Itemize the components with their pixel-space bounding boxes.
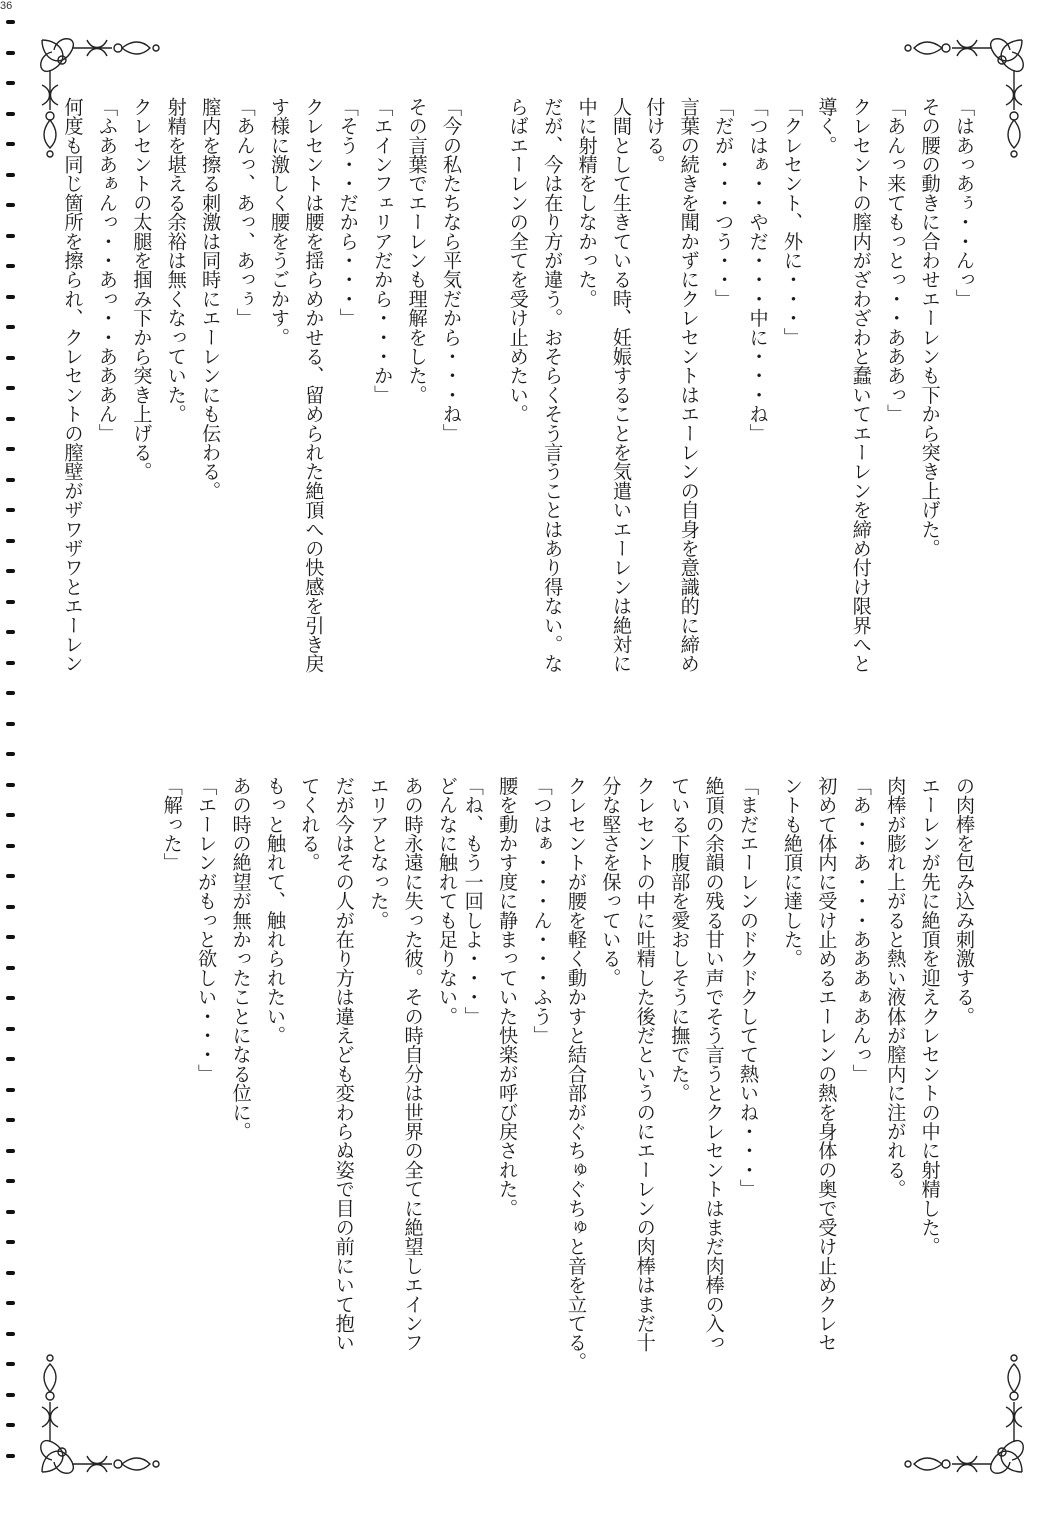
- binding-hole: [6, 813, 15, 817]
- text-line: 言葉の続きを聞かずにクレセントはエーレンの自身を意識的に締め: [677, 97, 701, 673]
- text-line: 「ふああぁんっ・・あっ・・あああん」: [95, 97, 119, 443]
- binding-hole: [6, 447, 15, 451]
- text-line: 「つはぁ・・・ん・・・ふう」: [530, 776, 554, 1045]
- text-line: 射精を堪える余裕は無くなっていた。: [164, 97, 188, 424]
- text-line: 「クレセント、外に・・・」: [780, 97, 804, 347]
- text-line: 「ね、もう一回しよ・・・」: [461, 776, 485, 1026]
- binding-hole: [6, 844, 15, 848]
- binding-hole: [6, 142, 15, 146]
- text-line: 絶頂の余韻の残る甘い声でそう言うとクレセントはまだ肉棒の入っ: [702, 776, 726, 1352]
- text-line: その腰の動きに合わせエーレンも下から突き上げた。: [918, 97, 942, 558]
- text-line: クレセントの太腿を掴み下から突き上げる。: [130, 97, 154, 481]
- text-line: 「あんっ、あっ、あっぅ」: [233, 97, 257, 328]
- binding-hole: [6, 1240, 15, 1244]
- binding-hole: [6, 264, 15, 268]
- binding-hole: [6, 1362, 15, 1366]
- binding-hole: [6, 508, 15, 512]
- binding-hole: [6, 569, 15, 573]
- binding-hole: [6, 691, 15, 695]
- binding-hole: [6, 417, 15, 421]
- binding-hole: [6, 539, 15, 543]
- text-line: 導く。: [815, 97, 839, 155]
- binding-hole: [6, 325, 15, 329]
- text-line: もっと触れて、触れられたい。: [263, 776, 287, 1045]
- text-line: ている下腹部を愛おしそうに撫でた。: [668, 776, 692, 1103]
- text-line: どんなに触れても足りない。: [436, 776, 459, 1026]
- text-line: クレセントの中に吐精した後だというのにエーレンの肉棒はまだ十: [633, 776, 657, 1352]
- text-line: クレセントの膣内がざわざわと蠢いてエーレンを締め付け限界へと: [849, 97, 873, 673]
- text-block-bottom-right: [780, 776, 981, 1416]
- binding-hole: [6, 1088, 15, 1092]
- text-block-bottom-middle: [461, 776, 765, 1416]
- binding-hole: [6, 1057, 15, 1061]
- binding-hole: [6, 661, 15, 665]
- binding-hole: [6, 386, 15, 390]
- text-line: 「そう・・だから・・・」: [336, 97, 360, 328]
- binding-hole: [6, 1423, 15, 1427]
- binding-hole: [6, 1301, 15, 1305]
- text-line: だが、今は在り方が違う。おそらくそう言うことはあり得ない。な: [541, 97, 565, 673]
- text-line: 「今の私たちなら平気だから・・・ね」: [440, 97, 463, 443]
- text-line: あの時の絶望が無かったことになる位に。: [229, 776, 253, 1141]
- text-line: 肉棒が膨れ上がると熱い液体が膣内に注がれる。: [884, 776, 908, 1199]
- text-line: 初めて体内に受け止めるエーレンの熱を身体の奥で受け止めクレセ: [815, 776, 839, 1352]
- binding-hole: [6, 234, 15, 238]
- binding-hole: [6, 1118, 15, 1122]
- text-line: 「はあっあぅ・・んっ」: [953, 97, 976, 309]
- text-line: 「だが・・・つう・・」: [712, 97, 736, 309]
- text-line: 「エインフェリアだから・・・か」: [371, 97, 395, 405]
- binding-hole: [6, 1210, 15, 1214]
- text-line: 分な堅さを保っている。: [599, 776, 623, 988]
- text-line: クレセントが腰を軽く動かすと結合部がぐちゅぐちゅと音を立てる。: [564, 776, 588, 1372]
- text-line: てくれる。: [298, 776, 322, 872]
- text-block-top-left: [61, 97, 468, 737]
- text-block-top-right: [643, 97, 981, 737]
- text-line: 「解った」: [160, 776, 184, 872]
- text-line: 「まだエーレンのドクドクしてて熱いね・・・」: [737, 776, 760, 1199]
- text-line: 付ける。: [643, 97, 667, 174]
- binding-hole: [6, 783, 15, 787]
- binding-hole: [6, 935, 15, 939]
- binding-hole: [6, 1393, 15, 1397]
- binding-hole: [6, 630, 15, 634]
- binding-hole: [6, 295, 15, 299]
- binding-hole: [6, 478, 15, 482]
- text-line: 何度も同じ箇所を擦られ、クレセントの膣壁がザワザワとエーレン: [61, 97, 85, 673]
- binding-hole: [6, 20, 15, 24]
- binding-hole: [6, 600, 15, 604]
- text-line: らばエーレンの全てを受け止めたい。: [506, 97, 530, 424]
- binding-hole: [6, 51, 15, 55]
- binding-hole: [6, 1271, 15, 1275]
- binding-hole: [6, 81, 15, 85]
- binding-hole: [6, 1332, 15, 1336]
- text-line: エーレンが先に絶頂を迎えクレセントの中に射精した。: [918, 776, 942, 1256]
- text-line: ントも絶頂に達した。: [780, 776, 804, 968]
- text-line: の肉棒を包み込み刺激する。: [953, 776, 976, 1026]
- binding-hole: [6, 1027, 15, 1031]
- text-line: す様に激しく腰をうごかす。: [267, 97, 291, 347]
- page-number: 36: [0, 0, 13, 12]
- text-line: 中に射精をしなかった。: [575, 97, 599, 309]
- binding-hole: [6, 112, 15, 116]
- binding-hole: [6, 722, 15, 726]
- text-line: 「エーレンがもっと欲しい・・・」: [195, 776, 219, 1084]
- binding-hole: [6, 966, 15, 970]
- text-line: エリアとなった。: [367, 776, 391, 930]
- text-line: だが今はその人が在り方は違えども変わらぬ姿で目の前にいて抱い: [332, 776, 356, 1352]
- text-block-bottom-left: [84, 776, 464, 1416]
- text-line: 「あんっ来てもっとっ・・あああっ」: [884, 97, 908, 424]
- text-line: 腰を動かす度に静まっていた快楽が呼び戻された。: [496, 776, 520, 1218]
- binding-hole: [6, 874, 15, 878]
- binding-hole: [6, 1149, 15, 1153]
- text-block-top-middle: [483, 97, 638, 737]
- binding-hole: [6, 203, 15, 207]
- text-line: 人間として生きている時、妊娠することを気遣いエーレンは絶対に: [610, 97, 633, 673]
- binding-holes: [4, 20, 18, 1500]
- text-line: あの時永遠に失った彼。その時自分は世界の全てに絶望しエインフ: [401, 776, 425, 1352]
- text-line: クレセントは腰を揺らめかせる、留められた絶頂への快感を引き戻: [302, 97, 326, 673]
- binding-hole: [6, 905, 15, 909]
- text-line: 膣内を擦る刺激は同時にエーレンにも伝わる。: [199, 97, 223, 501]
- text-line: その言葉でエーレンも理解をした。: [405, 97, 429, 405]
- binding-hole: [6, 1454, 15, 1458]
- text-line: 「つはぁ・・やだ・・・中に・・・ね」: [746, 97, 770, 443]
- binding-hole: [6, 996, 15, 1000]
- binding-hole: [6, 356, 15, 360]
- binding-hole: [6, 173, 15, 177]
- binding-hole: [6, 752, 15, 756]
- binding-hole: [6, 1179, 15, 1183]
- text-line: 「あ・・あ・・・あああぁあんっ」: [849, 776, 873, 1084]
